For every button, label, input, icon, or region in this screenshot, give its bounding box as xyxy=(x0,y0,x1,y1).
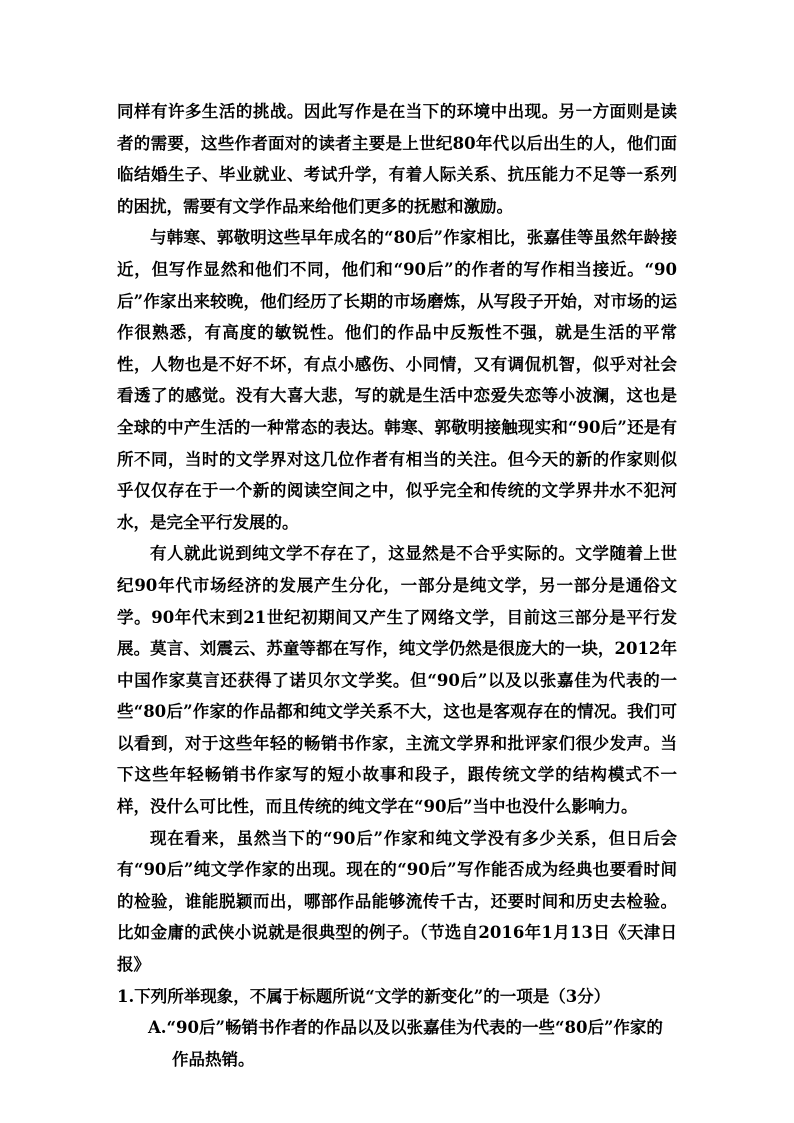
option-a-line-1: A.“90后”畅销书作者的作品以及以张嘉佳为代表的一些“80后”作家的 xyxy=(148,1018,663,1038)
option-a xyxy=(117,1012,677,1075)
paragraph-1: 同样有许多生活的挑战。因此写作是在当下的环境中出现。另一方面则是读者的需要，这些作者面对的读者主要是上世纪80年代以后出生的人，他们面临结婚生子、毕业就业、考试升学，有着人际关系、抗压能力不足等一系列的困扰，需要有文学作品来给他们更多的抚慰和激励。 xyxy=(117,102,677,216)
paragraph-4: 现在看来，虽然当下的“90后”作家和纯文学没有多少关系，但日后会有“90后”纯文学作家的出现。现在的“90后”写作能否成为经典也要看时间的检验，谁能脱颖而出，哪部作品能够流传千古，还要时间和历史去检验。比如金庸的武侠小说就是很典型的例子。（节选自2016年1月13日《天津日报》 xyxy=(117,828,677,975)
document-page xyxy=(117,96,677,1075)
question-stem: 1.下列所举现象，不属于标题所说“文学的新变化”的一项是（3分） xyxy=(117,986,611,1006)
paragraph-2: 与韩寒、郭敬明这些早年成名的“80后”作家相比，张嘉佳等虽然年龄接近，但写作显然和他们不同，他们和“90后”的作者的写作相当接近。“90后”作家出来较晚，他们经历了长期的市场磨炼，从写段子开始，对市场的运作很熟悉，有高度的敏锐性。他们的作品中反叛性不强，就是生活的平常性，人物也是不好不坏，有点小感伤、小同情，又有调侃机智，似乎对社会看透了的感觉。没有大喜大悲，写的就是生活中恋爱失恋等小波澜，这也是全球的中产生活的一种常态的表达。韩寒、郭敬明接触现实和“90后”还是有所不同，当时的文学界对这几位作者有相当的关注。但今天的新的作家则似乎仅仅存在于一个新的阅读空间之中，似乎完全和传统的文学界井水不犯河水，是完全平行发展的。 xyxy=(117,228,677,532)
option-a-line-2: 作品热销。 xyxy=(172,1049,255,1069)
paragraph-3: 有人就此说到纯文学不存在了，这显然是不合乎实际的。文学随着上世纪90年代市场经济的发展产生分化，一部分是纯文学，另一部分是通俗文学。90年代末到21世纪初期间又产生了网络文学，目前这三部分是平行发展。莫言、刘震云、苏童等都在写作，纯文学仍然是很庞大的一块，2012年中国作家莫言还获得了诺贝尔文学奖。但“90后”以及以张嘉佳为代表的一些“80后”作家的作品都和纯文学关系不大，这也是客观存在的情况。我们可以看到，对于这些年轻的畅销书作家，主流文学界和批评家们很少发声。当下这些年轻畅销书作家写的短小故事和段子，跟传统文学的结构模式不一样，没什么可比性，而且传统的纯文学在“90后”当中也没什么影响力。 xyxy=(117,544,677,817)
